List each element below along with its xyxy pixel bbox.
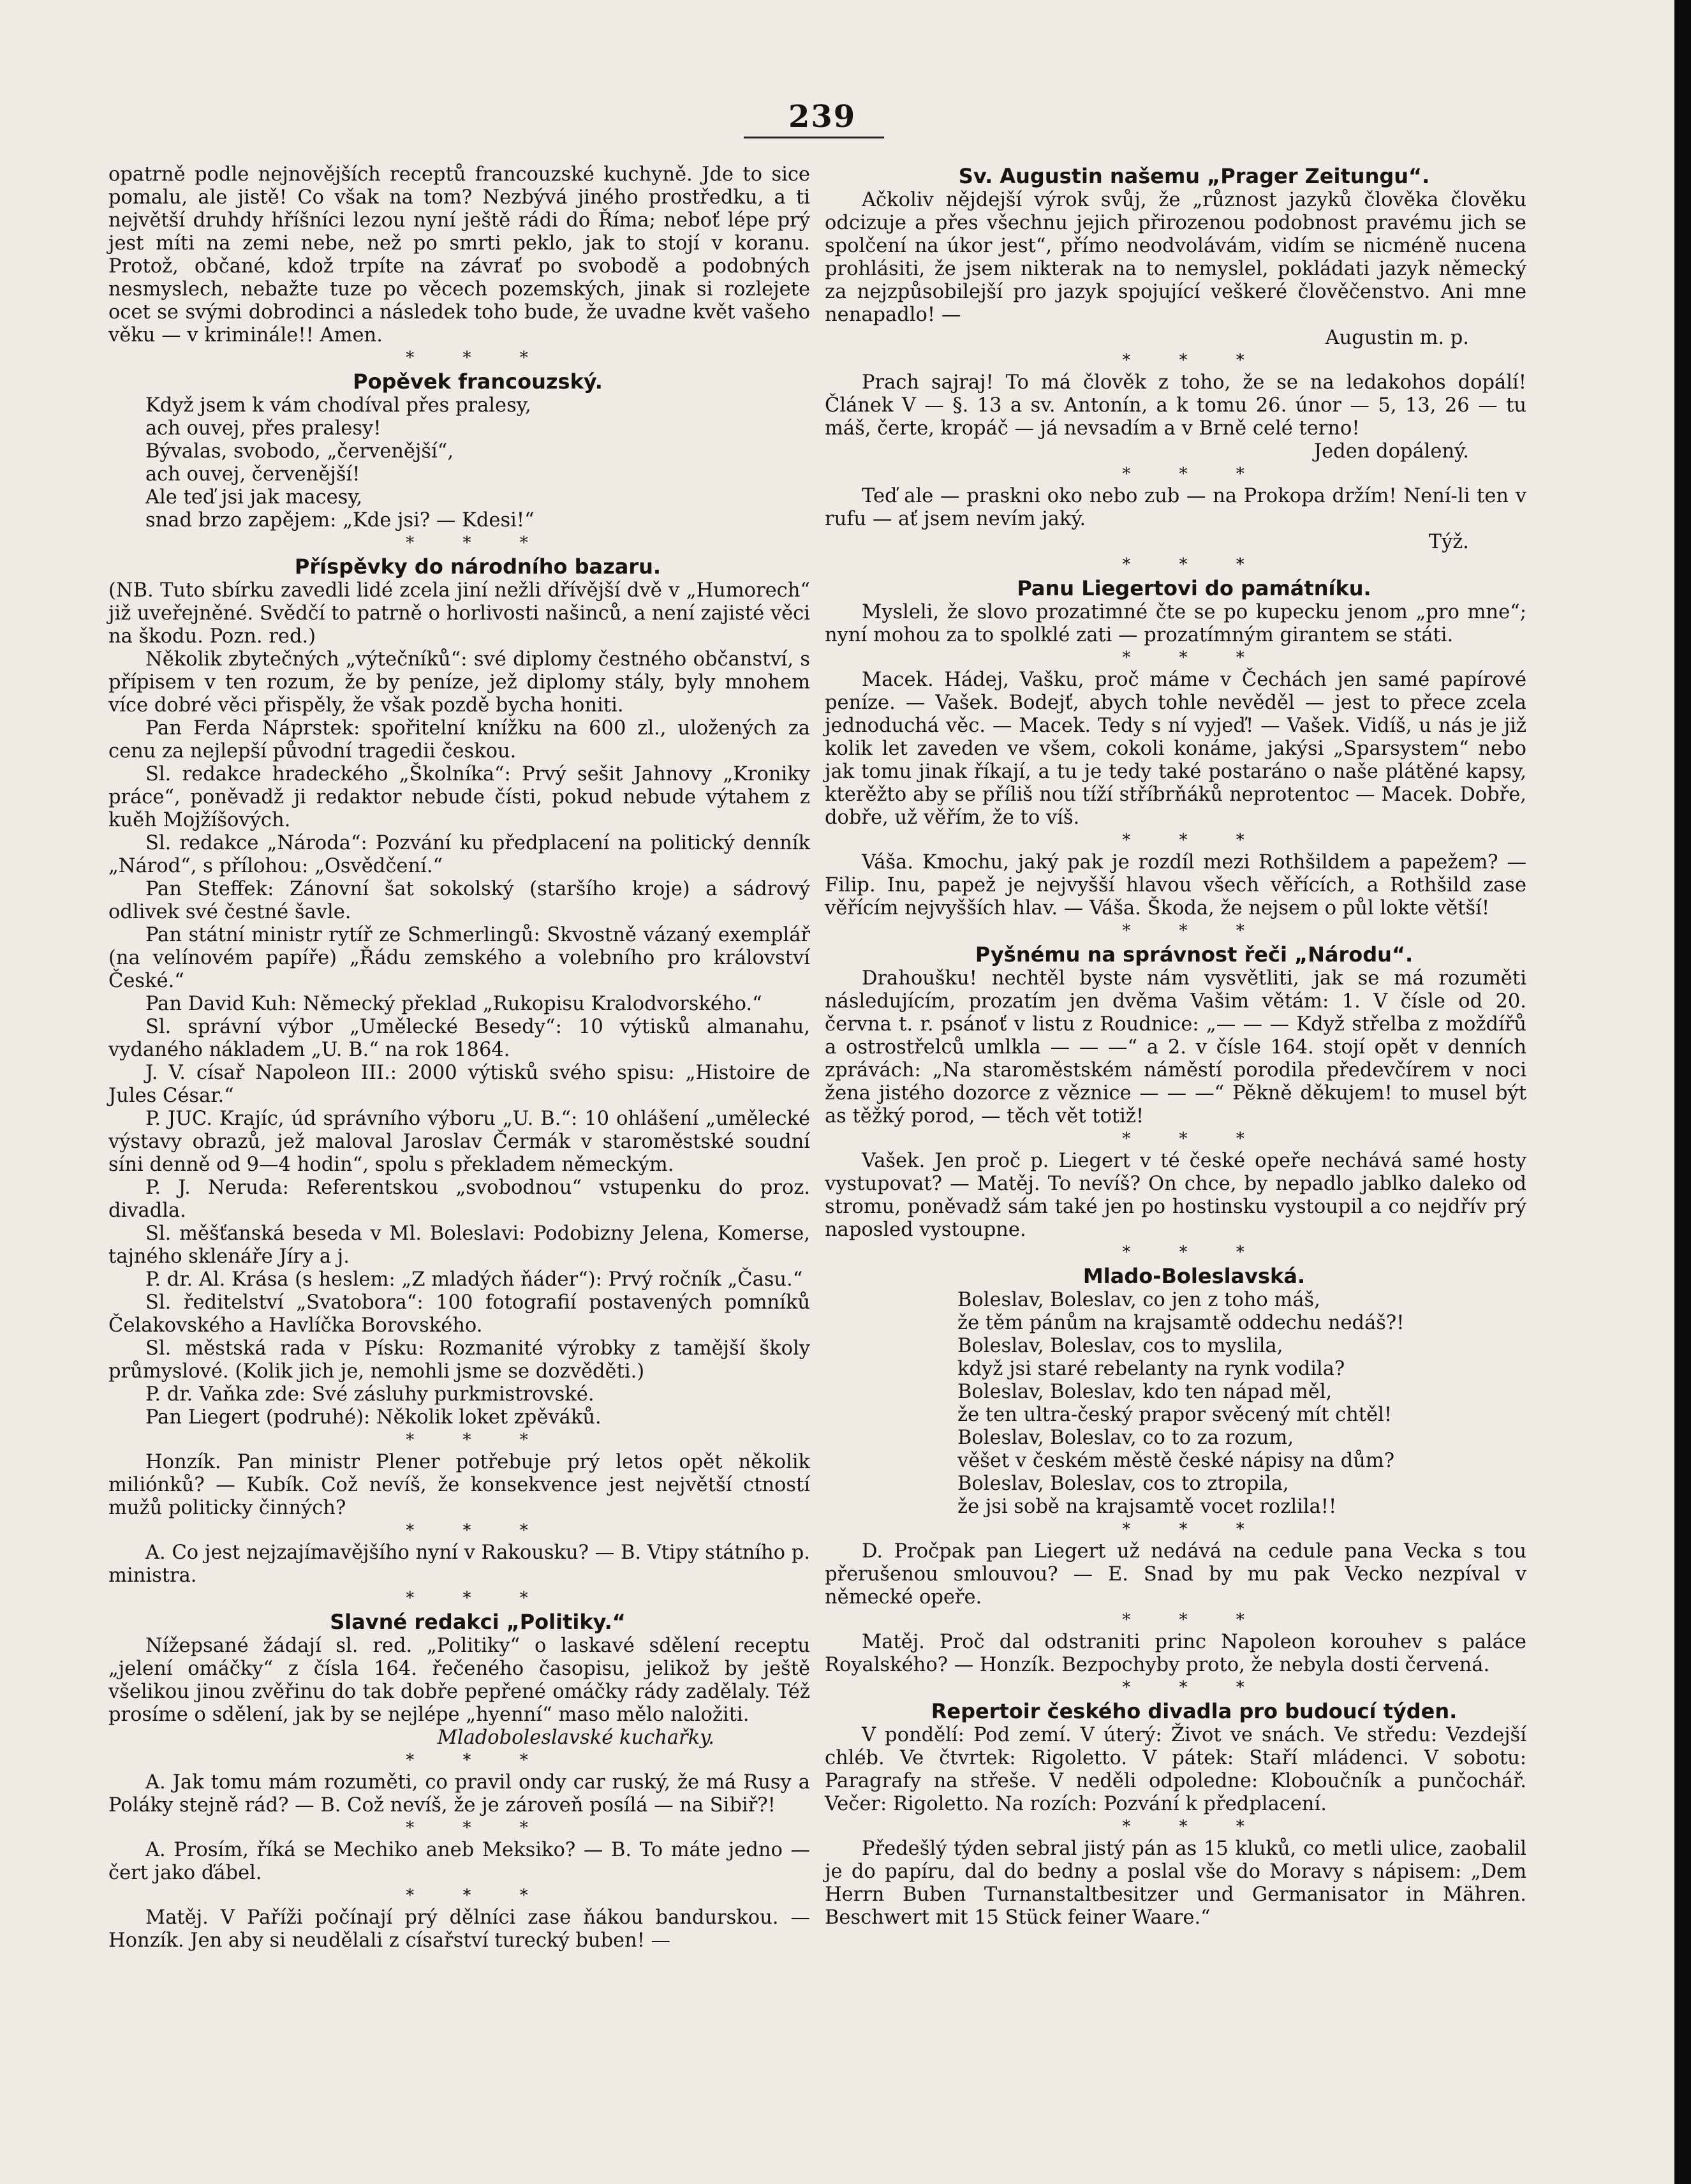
verse-line: Boleslav, Boleslav, cos to myslila, [957,1335,1283,1357]
verse-line: věšet v českém městě české nápisy na dům? [957,1450,1395,1472]
verse-line: Ale teď jsi jak macesy, [145,486,363,509]
separator-stars: * * * [1122,1610,1266,1630]
dialogue-d-e: D. Pročpak pan Liegert už nedává na cedule pana Vecka s tou přerušenou smlouvou? — E. Snad by mu pak Vecko nezpíval v německé opeře. [825,1540,1526,1608]
list-item: Sl. redakce hradeckého „Školníka“: Prvý sešit Jahnovy „Kroniky práce“, poněvadž ji redaktor nebude čísti, pokud nebude výtahem z kuěh Mojžíšových. [108,763,810,831]
list-item: P. dr. Vaňka zde: Své zásluhy purkmistrovské. [145,1383,594,1406]
verse-line: Boleslav, Boleslav, kdo ten nápad měl, [957,1381,1333,1403]
augustin-signature: Augustin m. p. [1325,327,1469,349]
verse-line: když jsi staré rebelanty na rynk vodila? [957,1358,1345,1380]
separator-stars: * * * [406,533,550,553]
list-item: P. J. Neruda: Referentskou „svobodnou“ vstupenku do proz. divadla. [108,1177,810,1222]
separator-stars: * * * [1122,1817,1266,1836]
prispevky-heading: Příspěvky do národního bazaru. [294,554,661,579]
separator-stars: * * * [1122,648,1266,667]
pysnemu-text: Drahoušku! nechtěl byste nám vysvětliti, jak se má rozuměti následujícím, prozatím jen dvěma Vašim větám: 1. V čísle od 20. června t. r. psánoť v listu z Roudnice: „— — — Když střelba z moždířů a ostrostřelců umlkla — — —“ a 2. v čísle 164. stojí opět v denních zprávách: „Na staroměstském náměstí porodila předevčírem v noci žena jistého dozorce z věznice — — —“ Pěkně děkujem! to musel být as těžký porod, — těch vět totiž! [825,967,1526,1127]
list-item: Sl. redakce „Národa“: Pozvání ku předplacení na politický denník „Národ“, s přílohou: „Osvědčení.“ [108,832,810,877]
separator-stars: * * * [1122,555,1266,574]
separator-stars: * * * [406,1430,550,1450]
list-item: Pan státní ministr rytíř ze Schmerlingů: Skvostně vázaný exemplář (na velínovém papíře) „Řádu zemského a volebního pro království České.“ [108,924,810,992]
separator-stars: * * * [406,1521,550,1540]
predesly-tyden-text: Předešlý týden sebral jistý pán as 15 kluků, co metli ulice, zaobalil je do papíru, dal do bedny a poslal vše do Moravy s nápisem: „Dem Herrn Buben Turnanstaltbesitzer und Germanisator in Mähren. Beschwert mit 15 Stück feiner Waare.“ [825,1838,1526,1929]
dialogue-honzik-kubik: Honzík. Pan ministr Plener potřebuje prý letos opět několik miliónků? — Kubík. Což nevíš, že konsekvence jest největší ctností mužů politicky činných? [108,1451,810,1519]
popevek-heading: Popěvek francouzský. [353,369,603,394]
verse-line: Bývalas, svobodo, „červenější“, [145,440,454,463]
liegert-heading: Panu Liegertovi do památníku. [1017,576,1371,600]
page-number-rule [744,137,884,138]
ted-text: Teď ale — praskni oko nebo zub — na Prokopa držím! Není-li ten v rufu — ať jsem nevím jaký. [825,485,1526,530]
slavne-redakci-heading: Slavné redakci „Politiky.“ [330,1610,626,1634]
repertoir-text: V pondělí: Pod zemí. V úterý: Život ve snách. Ve středu: Vezdejší chléb. Ve čtvrtek: Rigoletto. V pátek: Staří mládenci. V sobotu: Paragrafy na střeše. V neděli odpoledne: Kloboučník a punčochář. Večer: Rigoletto. Na rozích: Pozvání k předplacení. [825,1724,1526,1815]
verse-line: Když jsem k vám chodíval přes pralesy, [145,394,531,417]
prispevky-list [108,648,810,1429]
separator-stars: * * * [1122,1243,1266,1262]
ted-signature: Týž. [1428,531,1469,553]
dialogue-matej-honzik: Matěj. V Paříži počínají prý dělníci zase ňákou bandurskou. — Honzík. Jen aby si neudělali z císařství turecký buben! — [108,1906,810,1952]
separator-stars: * * * [1122,1678,1266,1697]
right-column [825,163,1526,1929]
verse-line: Boleslav, Boleslav, cos to ztropila, [957,1473,1289,1495]
dialogue-a-b: A. Jak tomu mám rozuměti, co pravil ondy car ruský, že má Rusy a Poláky stejně rád? — B. Což nevíš, že je zároveň posílá — na Sibiř?! [108,1771,810,1816]
slavne-redakci-signature: Mladoboleslavské kuchařky. [437,1727,714,1749]
separator-stars: * * * [406,348,550,368]
prispevky-note: (NB. Tuto sbírku zavedli lidé zcela jiní nežli dřívější dvě v „Humorech“ již uveřejněné. Svědčí to patrně o horlivosti našinců, a není zajisté věci na škodu. Pozn. red.) [108,579,810,648]
list-item: P. JUC. Krajíc, úd správního výboru „U. B.“: 10 ohlášení „umělecké výstavy obrazů, jež maloval Jaroslav Čermák v staroměstské soudní síni denně od 9—4 hodin“, spolu s překladem německým. [108,1108,810,1176]
mlado-boleslavska-heading: Mlado-Boleslavská. [1082,1264,1306,1288]
list-item: Pan Steffek: Zánovní šat sokolský (staršího kroje) a sádrový odlivek své čestné šavle. [108,878,810,923]
mlado-boleslavska-verse [825,1289,1526,1519]
list-item: Pan David Kuh: Německý překlad „Rukopisu Kralodvorského.“ [145,993,762,1015]
repertoir-heading: Repertoir českého divadla pro budoucí týden. [931,1699,1458,1723]
dialogue-vasa-filip: Váša. Kmochu, jaký pak je rozdíl mezi Rothšildem a papežem? — Filip. Inu, papež je nejvyšší hlavou všech věřících, a Rothšild zase věřícím nejvyšších hlav. — Váša. Škoda, že nejsem o půl lokte větší! [825,851,1526,919]
verse-line: Boleslav, Boleslav, co to za rozum, [957,1427,1294,1449]
dialogue-matej-honzik: Matěj. Proč dal odstraniti princ Napoleon korouhev s paláce Royalského? — Honzík. Bezpochyby proto, že nebyla dosti červená. [825,1631,1526,1676]
pysnemu-heading: Pyšnému na správnost řeči „Národu“. [975,942,1414,967]
page-number: 239 [788,99,857,135]
verse-line: ach ouvej, přes pralesy! [145,417,381,440]
separator-stars: * * * [1122,1129,1266,1148]
list-item: Sl. správní výbor „Umělecké Besedy“: 10 výtisků almanahu, vydaného nákladem „U. B.“ na rok 1864. [108,1016,810,1061]
separator-stars: * * * [406,1751,550,1770]
dialogue-macek-vasek: Macek. Hádej, Vašku, proč máme v Čechách jen samé papírové peníze. — Vašek. Bodejť, abych tohle nevěděl — jest to přece zcela jednoduchá věc. — Macek. Tedy s ní vyjeď! — Vašek. Vidíš, u nás je již kolik let zaveden ve všem, cokoli konáme, jakýsi „Sparsystem“ nebo jak tomu jinak říkají, a tu je tedy také postaráno o naše plátěné kapsy, kterěžto aby se příliš nou tíží stříbrňáků neprotentoc — Macek. Dobře, dobře, už věřím, že to víš. [825,669,1526,829]
separator-stars: * * * [1122,921,1266,940]
list-item: Pan Ferda Náprstek: spořitelní knížku na 600 zl., uložených za cenu za nejlepší původní tragedii českou. [108,717,810,762]
liegert-text: Mysleli, že slovo prozatimné čte se po kupecku jenom „pro mne“; nyní mohou za to spolklé zati — prozatímným girantem se státi. [825,601,1526,646]
separator-stars: * * * [406,1886,550,1905]
dialogue-vasek-matej: Vašek. Jen proč p. Liegert v té české opeře nechává samé hosty vystupovat? — Matěj. To nevíš? On chce, by nepadlo jablko daleko od stromu, poněvadž sám také jen po hostinsku vystoupil a co nejdřív prý naposled vystoupne. [825,1150,1526,1241]
dialogue-a-b: A. Co jest nejzajímavějšího nyní v Rakousku? — B. Vtipy státního p. ministra. [108,1541,810,1587]
verse-line: Boleslav, Boleslav, co jen z toho máš, [957,1289,1320,1311]
augustin-text: Ačkoliv nějdejší výrok svůj, že „různost jazyků člověka člověku odcizuje a přes všechnu jejich přirozenou podobnost pravému jich se spolčení na úkor jest“, přímo neodvolávám, vidím se nicméně nucena prohlásiti, že jsem nikterak na to nemyslel, pokládati jazyk německý za nejzpůsobilejší pro jazyk spojující veškeré člověčenstvo. Ani mne nenapadlo! — [825,189,1526,326]
left-column [108,163,810,1952]
verse-line: ach ouvej, červenější! [145,463,360,486]
list-item: Sl. ředitelství „Svatobora“: 100 fotografií postavených pomníků Čelakovského a Havlíčka Borovského. [108,1291,810,1337]
popevek-verse [108,394,810,532]
verse-line: že jsi sobě na krajsamtě vocet rozlila!! [957,1496,1337,1518]
list-item: Pan Liegert (podruhé): Několik loket zpěváků. [145,1406,602,1429]
separator-stars: * * * [1122,351,1266,370]
list-item: Několik zbytečných „výtečníků“: své diplomy čestného občanství, s přípisem v ten rozum, že by peníze, jež diplomy stály, byly mnohem více dobré věci přispěly, že však pozdě bycha honiti. [108,648,810,717]
list-item: Sl. městská rada v Písku: Rozmanité výrobky z tamější školy průmyslové. (Kolik jich je, nemohli jsme se dozvěděti.) [108,1337,810,1383]
slavne-redakci-text: Nížepsané žádají sl. red. „Politiky“ o laskavé sdělení receptu „jelení omáčky“ z čísla 164. řečeného časopisu, jelikož by ještě všelikou jinou zvěřinu do tak dobře pepřené omáčky rády zadělaly. Též prosíme o sdělení, jak by se nejlépe „hyenní“ maso mělo naložiti. [108,1635,810,1726]
list-item: J. V. císař Napoleon III.: 2000 výtisků svého spisu: „Histoire de Jules César.“ [108,1062,810,1107]
verse-line: že ten ultra-český prapor svěcený mít chtěl! [957,1404,1392,1426]
intro-paragraph: opatrně podle nejnovějších receptů francouzské kuchyně. Jde to sice pomalu, ale jistě! Co však na tom? Nezbývá jiného prostředku, a ti největší druhdy hříšníci lezou nyní ještě rádi do Říma; neboť lépe prý jest míti na zemi nebe, než po smrti peklo, jak to stojí v koranu. Protož, občané, kdož trpíte na závrať po svobodě a podobných nesmyslech, nebažte tuze po věcech pozemských, jinak si rozlejete ocet se svými dobrodinci a následek toho bude, že uvadne květ vašeho věku — v kriminále!! Amen. [108,163,810,346]
verse-line: snad brzo zapějem: „Kde jsi? — Kdesi!“ [145,509,535,531]
separator-stars: * * * [1122,1520,1266,1539]
prach-signature: Jeden dopálený. [1313,440,1469,463]
dialogue-a-b: A. Prosím, říká se Mechiko aneb Meksiko? — B. To máte jedno — čert jako ďábel. [108,1839,810,1884]
list-item: Sl. měšťanská beseda v Ml. Boleslavi: Podobizny Jelena, Komerse, tajného sklenáře Jíry a j. [108,1222,810,1268]
separator-stars: * * * [406,1589,550,1608]
separator-stars: * * * [1122,831,1266,850]
separator-stars: * * * [1122,464,1266,484]
separator-stars: * * * [406,1818,550,1838]
prach-text: Prach sajraj! To má člověk z toho, že se na ledakohos dopálí! Článek V — §. 13 a sv. Antonín, a k tomu 26. únor — 5, 13, 26 — tu máš, čerte, kropáč — já nevsadím a v Brně celé terno! [825,371,1526,440]
list-item: P. dr. Al. Krása (s heslem: „Z mladých ňáder“): Prvý ročník „Času.“ [145,1268,803,1291]
augustin-heading: Sv. Augustin našemu „Prager Zeitungu“. [958,164,1430,188]
verse-line: že těm pánům na krajsamtě oddechu nedáš?! [957,1312,1405,1334]
